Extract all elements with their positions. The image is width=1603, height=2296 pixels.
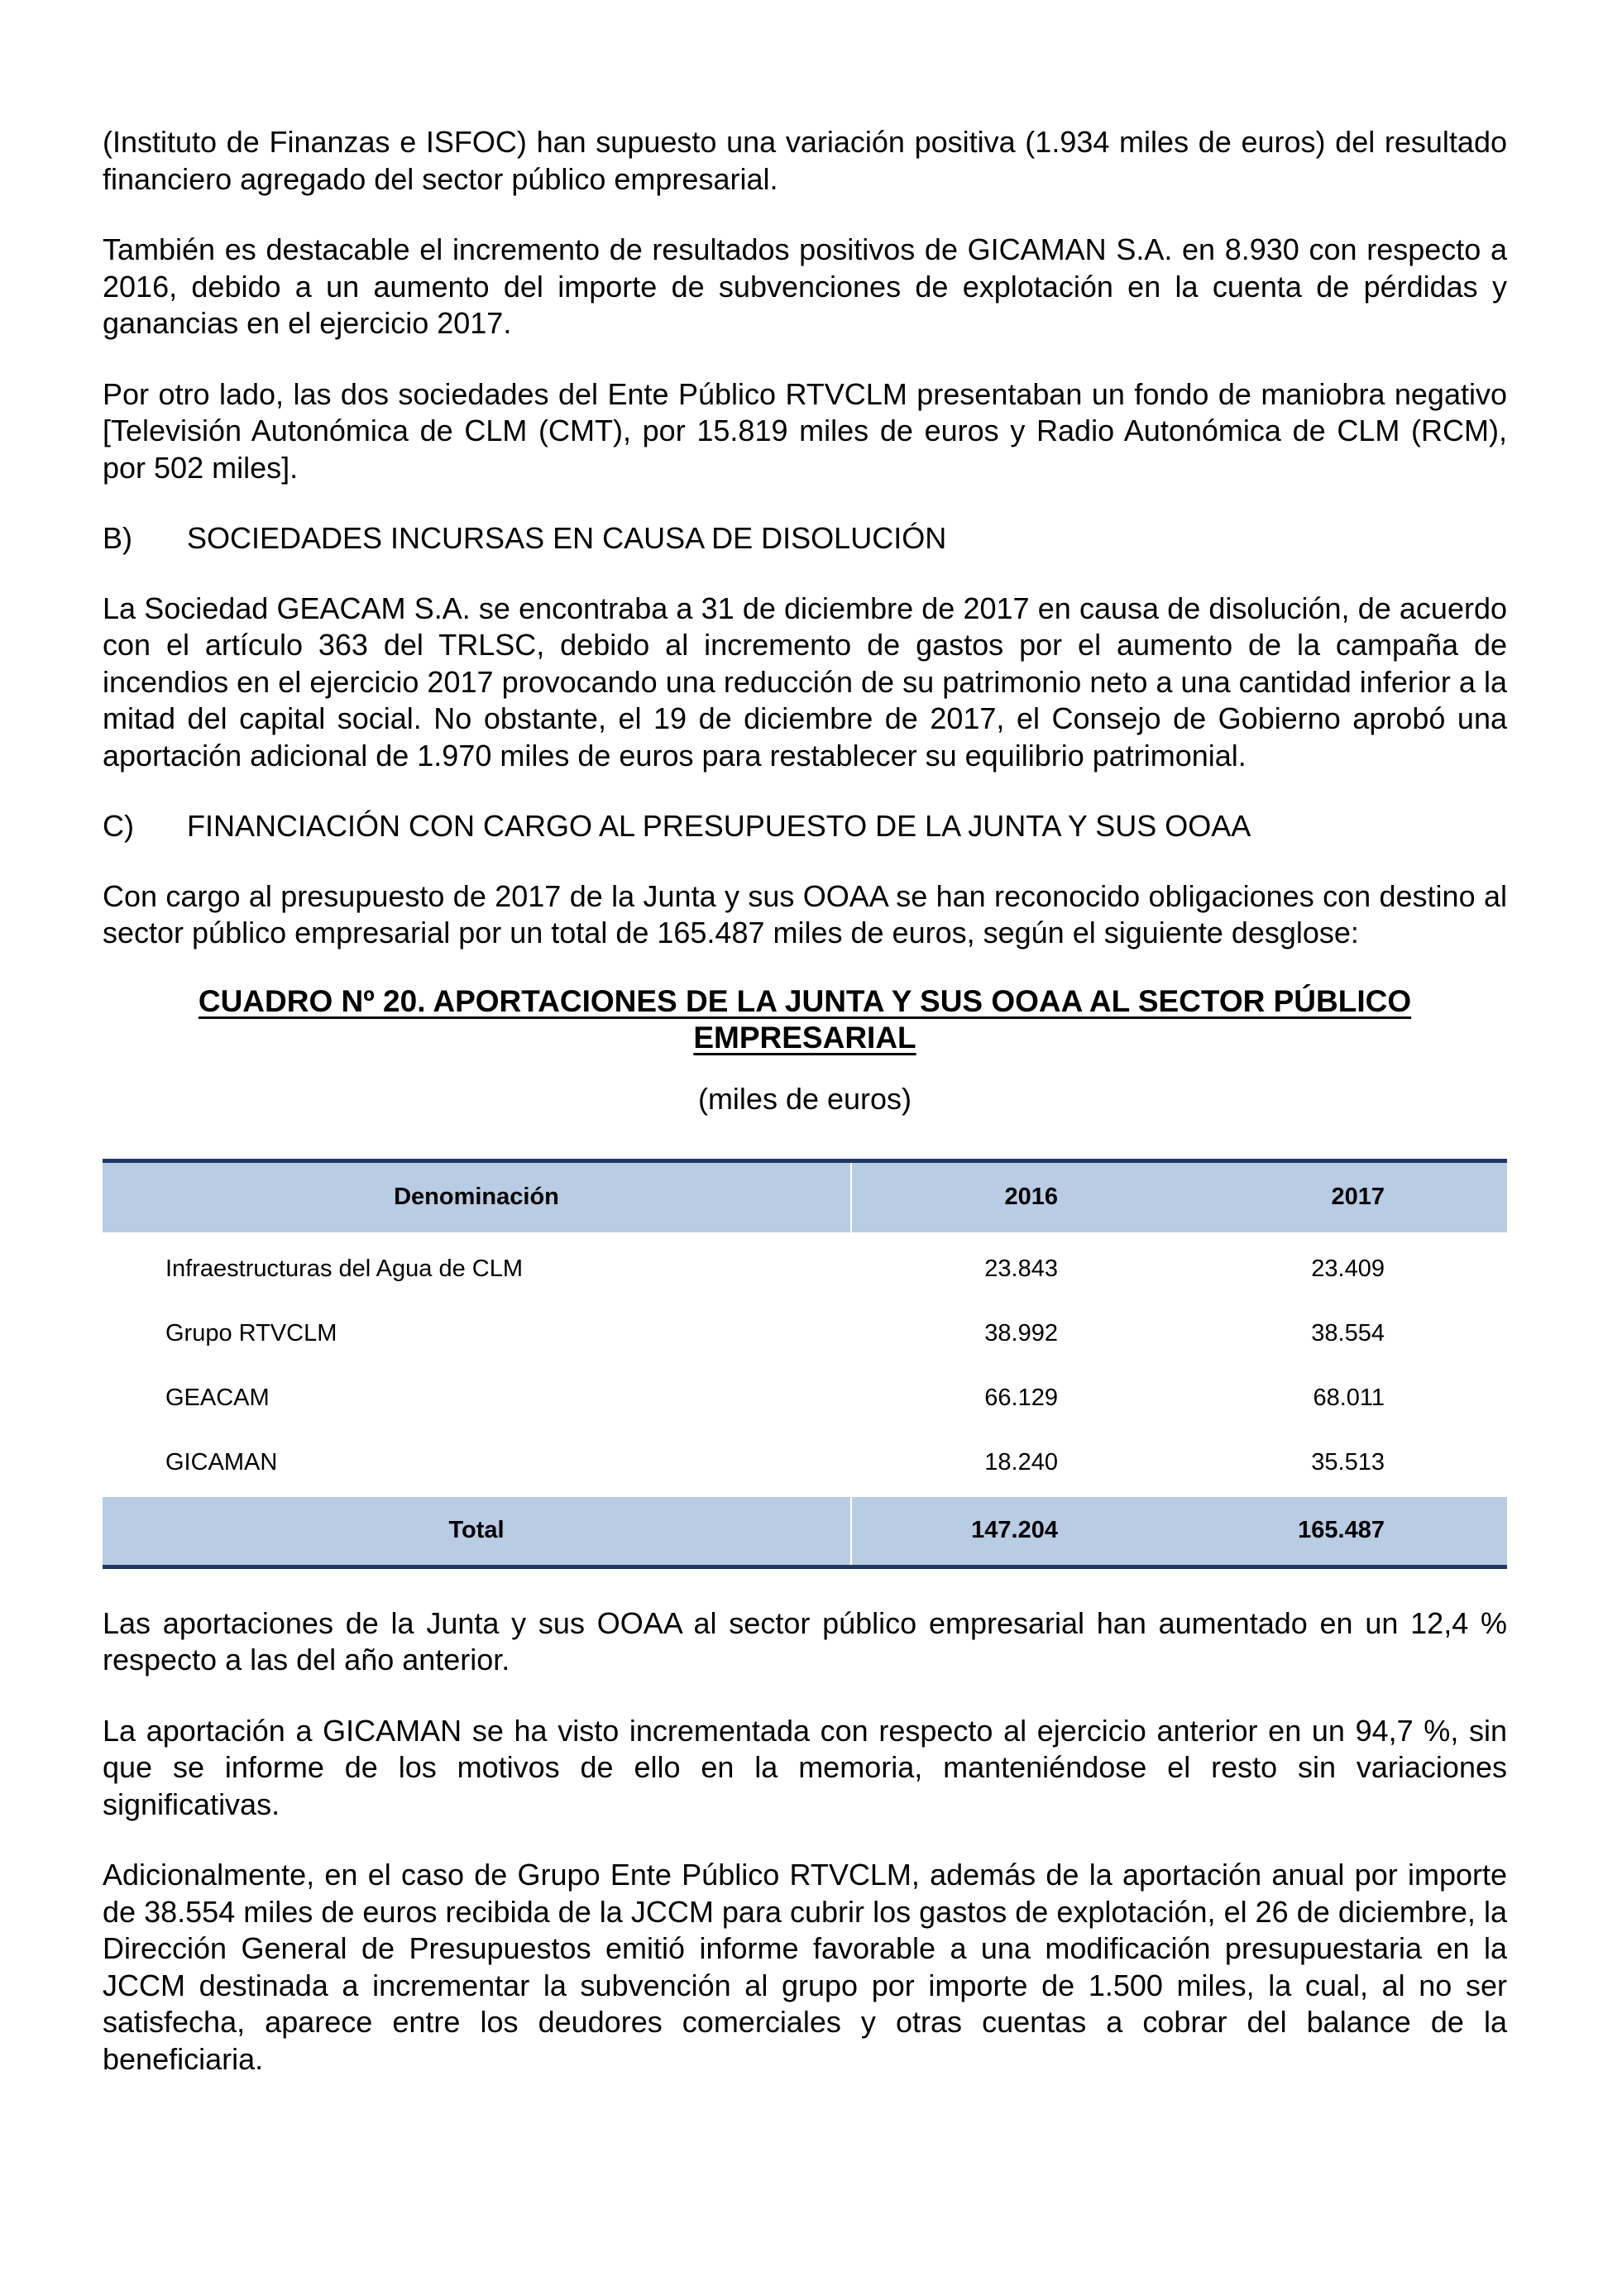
section-heading-b [103,520,1507,557]
cell-2016: 23.843 [984,1256,1058,1282]
header-2016: 2016 [851,1160,1180,1232]
cell-denominacion: GEACAM [165,1385,270,1411]
paragraph-budget-financing: Con cargo al presupuesto de 2017 de la Junta y sus OOAA se han reconocido obligaciones con destino al sector público empresarial por un total de 165.487 miles de euros, según el siguiente desglose: [103,878,1507,949]
table-total-row [103,1496,1507,1567]
table-title-line-1: CUADRO Nº 20. APORTACIONES DE LA JUNTA Y SUS OOAA AL SECTOR PÚBLICO [198,983,1412,1018]
section-letter: B) [103,521,132,555]
after-table-text [103,1605,1507,2078]
cell-denominacion: Grupo RTVCLM [165,1320,337,1347]
header-denominacion: Denominación [394,1184,559,1210]
cell-2017: 35.513 [1311,1449,1385,1476]
paragraph-gicaman-results: También es destacable el incremento de resultados positivos de GICAMAN S.A. en 8.930 con respecto a 2016, debido a un aumento del importe de subvenciones de explotación en la cuenta de pérdidas y ganancias en el ejercicio 2017. [103,232,1507,340]
document-page [103,124,1507,2078]
cell-denominacion: Infraestructuras del Agua de CLM [165,1256,524,1282]
paragraph-gicaman-increase: La aportación a GICAMAN se ha visto incrementada con respecto al ejercicio anterior en un 94,7 %, sin que se informe de los motivos de ello en la memoria, manteniéndose el resto sin variaciones significativas. [103,1713,1507,1821]
table-title [103,983,1507,1056]
cell-2017: 38.554 [1311,1320,1385,1347]
table-row [103,1431,1507,1496]
paragraph-rtvclm-additional: Adicionalmente, en el caso de Grupo Ente Público RTVCLM, además de la aportación anual por importe de 38.554 miles de euros recibida de la JCCM para cubrir los gastos de explotación, el 26 de diciembre, la Dirección General de Presupuestos emitió informe favorable a una modificación presupuestaria en la JCCM destinada a incrementar la subvención al grupo por importe de 1.500 miles, la cual, al no ser satisfecha, aparece entre los deudores comerciales y otras cuentas a cobrar del balance de la beneficiaria. [103,1858,1507,2076]
paragraph-geacam-dissolution: La Sociedad GEACAM S.A. se encontraba a 31 de diciembre de 2017 en causa de disolución, de acuerdo con el artículo 363 del TRLSC, debido al incremento de gastos por el aumento de la campaña de incendios en el ejercicio 2017 provocando una reducción de su patrimonio neto a una cantidad inferior a la mitad del capital social. No obstante, el 19 de diciembre de 2017, el Consejo de Gobierno aprobó una aportación adicional de 1.970 miles de euros para restablecer su equilibrio patrimonial. [103,591,1507,773]
total-2016: 147.204 [851,1496,1180,1567]
cell-2016: 38.992 [984,1320,1058,1347]
cell-2017: 23.409 [1311,1256,1385,1282]
table-row [103,1366,1507,1431]
paragraph-rtvclm-working-capital: Por otro lado, las dos sociedades del Ente Público RTVCLM presentaban un fondo de maniobra negativo [Televisión Autonómica de CLM (CMT), por 15.819 miles de euros y Radio Autonómica de CLM (RCM), por 502 miles]. [103,376,1507,485]
section-letter: C) [103,809,134,843]
total-label: Total [103,1496,851,1567]
header-2017: 2017 [1331,1184,1385,1210]
table-row [103,1302,1507,1366]
cell-2017: 68.011 [1313,1385,1385,1411]
cell-2016: 18.240 [984,1449,1058,1476]
cell-2016: 66.129 [984,1385,1058,1411]
table-units: (miles de euros) [697,1081,912,1116]
section-heading-c [103,808,1507,845]
cell-denominacion: GICAMAN [165,1449,278,1476]
paragraph-financial-result: (Instituto de Finanzas e ISFOC) han supuesto una variación positiva (1.934 miles de euros) del resultado financiero agregado del sector público empresarial. [103,125,1507,196]
paragraph-increase-percentage: Las aportaciones de la Junta y sus OOAA al sector público empresarial han aumentado en un 12,4 % respecto a las del año anterior. [103,1605,1507,1677]
section-title: SOCIEDADES INCURSAS EN CAUSA DE DISOLUCIÓN [187,521,947,555]
section-title: FINANCIACIÓN CON CARGO AL PRESUPUESTO DE LA JUNTA Y SUS OOAA [187,809,1251,843]
table-row [103,1232,1507,1302]
table-title-line-2: EMPRESARIAL [693,1020,916,1055]
total-2017: 165.487 [1180,1496,1507,1567]
table-header-row [103,1160,1507,1232]
contributions-table [103,1159,1507,1569]
